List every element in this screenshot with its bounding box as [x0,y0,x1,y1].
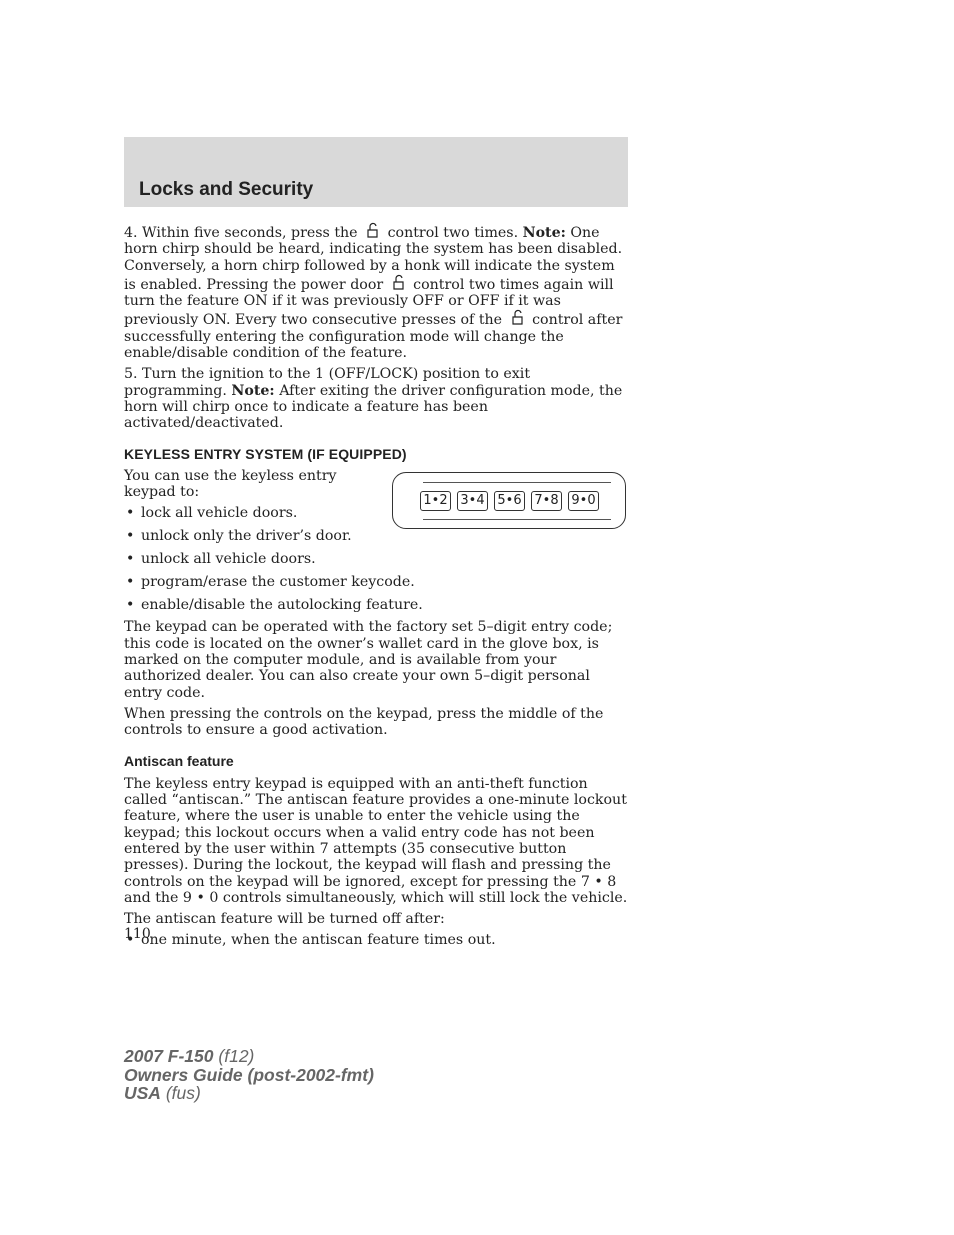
keyless-intro: You can use the keyless entry keypad to: [124,467,337,501]
keypad-key-5-6: 5•6 [494,491,525,511]
antiscan-description: The keyless entry keypad is equipped with an anti-theft function called “antiscan.” The antiscan feature provides a one-minute lockout feature, where the user is unable to enter the vehicle using the keypad; this lockout occurs when a valid entry code has not been entered by the user within 7 attempts (35 consecutive button presses). During the lockout, the keypad will flash and pressing the controls on the keypad will be ignored, except for pressing the 7 • 8 and the 9 • 0 controls simultaneously, which will still lock the vehicle. [124,775,628,906]
footer-line-3: USA (fus) [124,1083,201,1103]
keyless-entry-heading: KEYLESS ENTRY SYSTEM (IF EQUIPPED) [124,445,407,462]
footer-line-1: 2007 F-150 (f12) [124,1046,255,1066]
keypad-illustration [392,472,626,529]
list-item: • program/erase the customer keycode. [124,574,628,590]
power-door-unlock-icon [509,309,526,326]
document-footer [124,1047,374,1103]
antiscan-off-list [124,932,628,948]
keypad-key-1-2: 1•2 [420,491,451,511]
step-5-paragraph: 5. Turn the ignition to the 1 (OFF/LOCK) position to exit programming. Note: After exiting the driver configuration mode, the horn will chirp once to indicate a feature has been activated/deactivated. [124,366,623,432]
section-header [124,137,628,207]
keypad-key-9-0: 9•0 [568,491,599,511]
page-content [124,222,628,955]
list-item: • unlock only the driver’s door. [124,528,628,544]
step-4-paragraph: 4. Within five seconds, press the control two times. Note: One horn chirp should be heard, indicating the system has been disabled. Conversely, a horn chirp followed by a honk will indicate the system is enabled. Pressing the power door control two times again will turn the feature ON if it was previously OFF or OFF if it was previously ON. Every two consecutive presses of the control after successfully entering the configuration mode will change the enable/disable condition of the feature. [124,222,628,361]
keypad-keys [420,491,599,511]
footer-line-2: Owners Guide (post-2002-fmt) [124,1064,374,1085]
section-title: Locks and Security [139,179,314,200]
keypad-press-paragraph: When pressing the controls on the keypad, press the middle of the controls to ensure a good activation. [124,705,604,739]
list-item: • lock all vehicle doors. [124,505,628,521]
page-number: 110 [124,926,151,942]
antiscan-off-intro: The antiscan feature will be turned off after: [124,911,445,928]
power-door-unlock-icon [364,222,381,239]
keypad-key-3-4: 3•4 [457,491,488,511]
keypad-top-line [423,482,611,483]
antiscan-heading: Antiscan feature [124,752,234,769]
list-item: • enable/disable the autolocking feature. [124,597,628,613]
keyless-entry-block [124,468,628,613]
list-item: • unlock all vehicle doors. [124,551,628,567]
keypad-code-paragraph: The keypad can be operated with the factory set 5–digit entry code; this code is located on the owner’s wallet card in the glove box, is marked on the computer module, and is available from your authorized dealer. You can also create your own 5–digit personal entry code. [124,619,613,701]
keypad-key-7-8: 7•8 [531,491,562,511]
list-item: • one minute, when the antiscan feature times out. [124,932,628,948]
power-door-unlock-icon [390,274,407,291]
keypad-bottom-line [423,519,611,520]
